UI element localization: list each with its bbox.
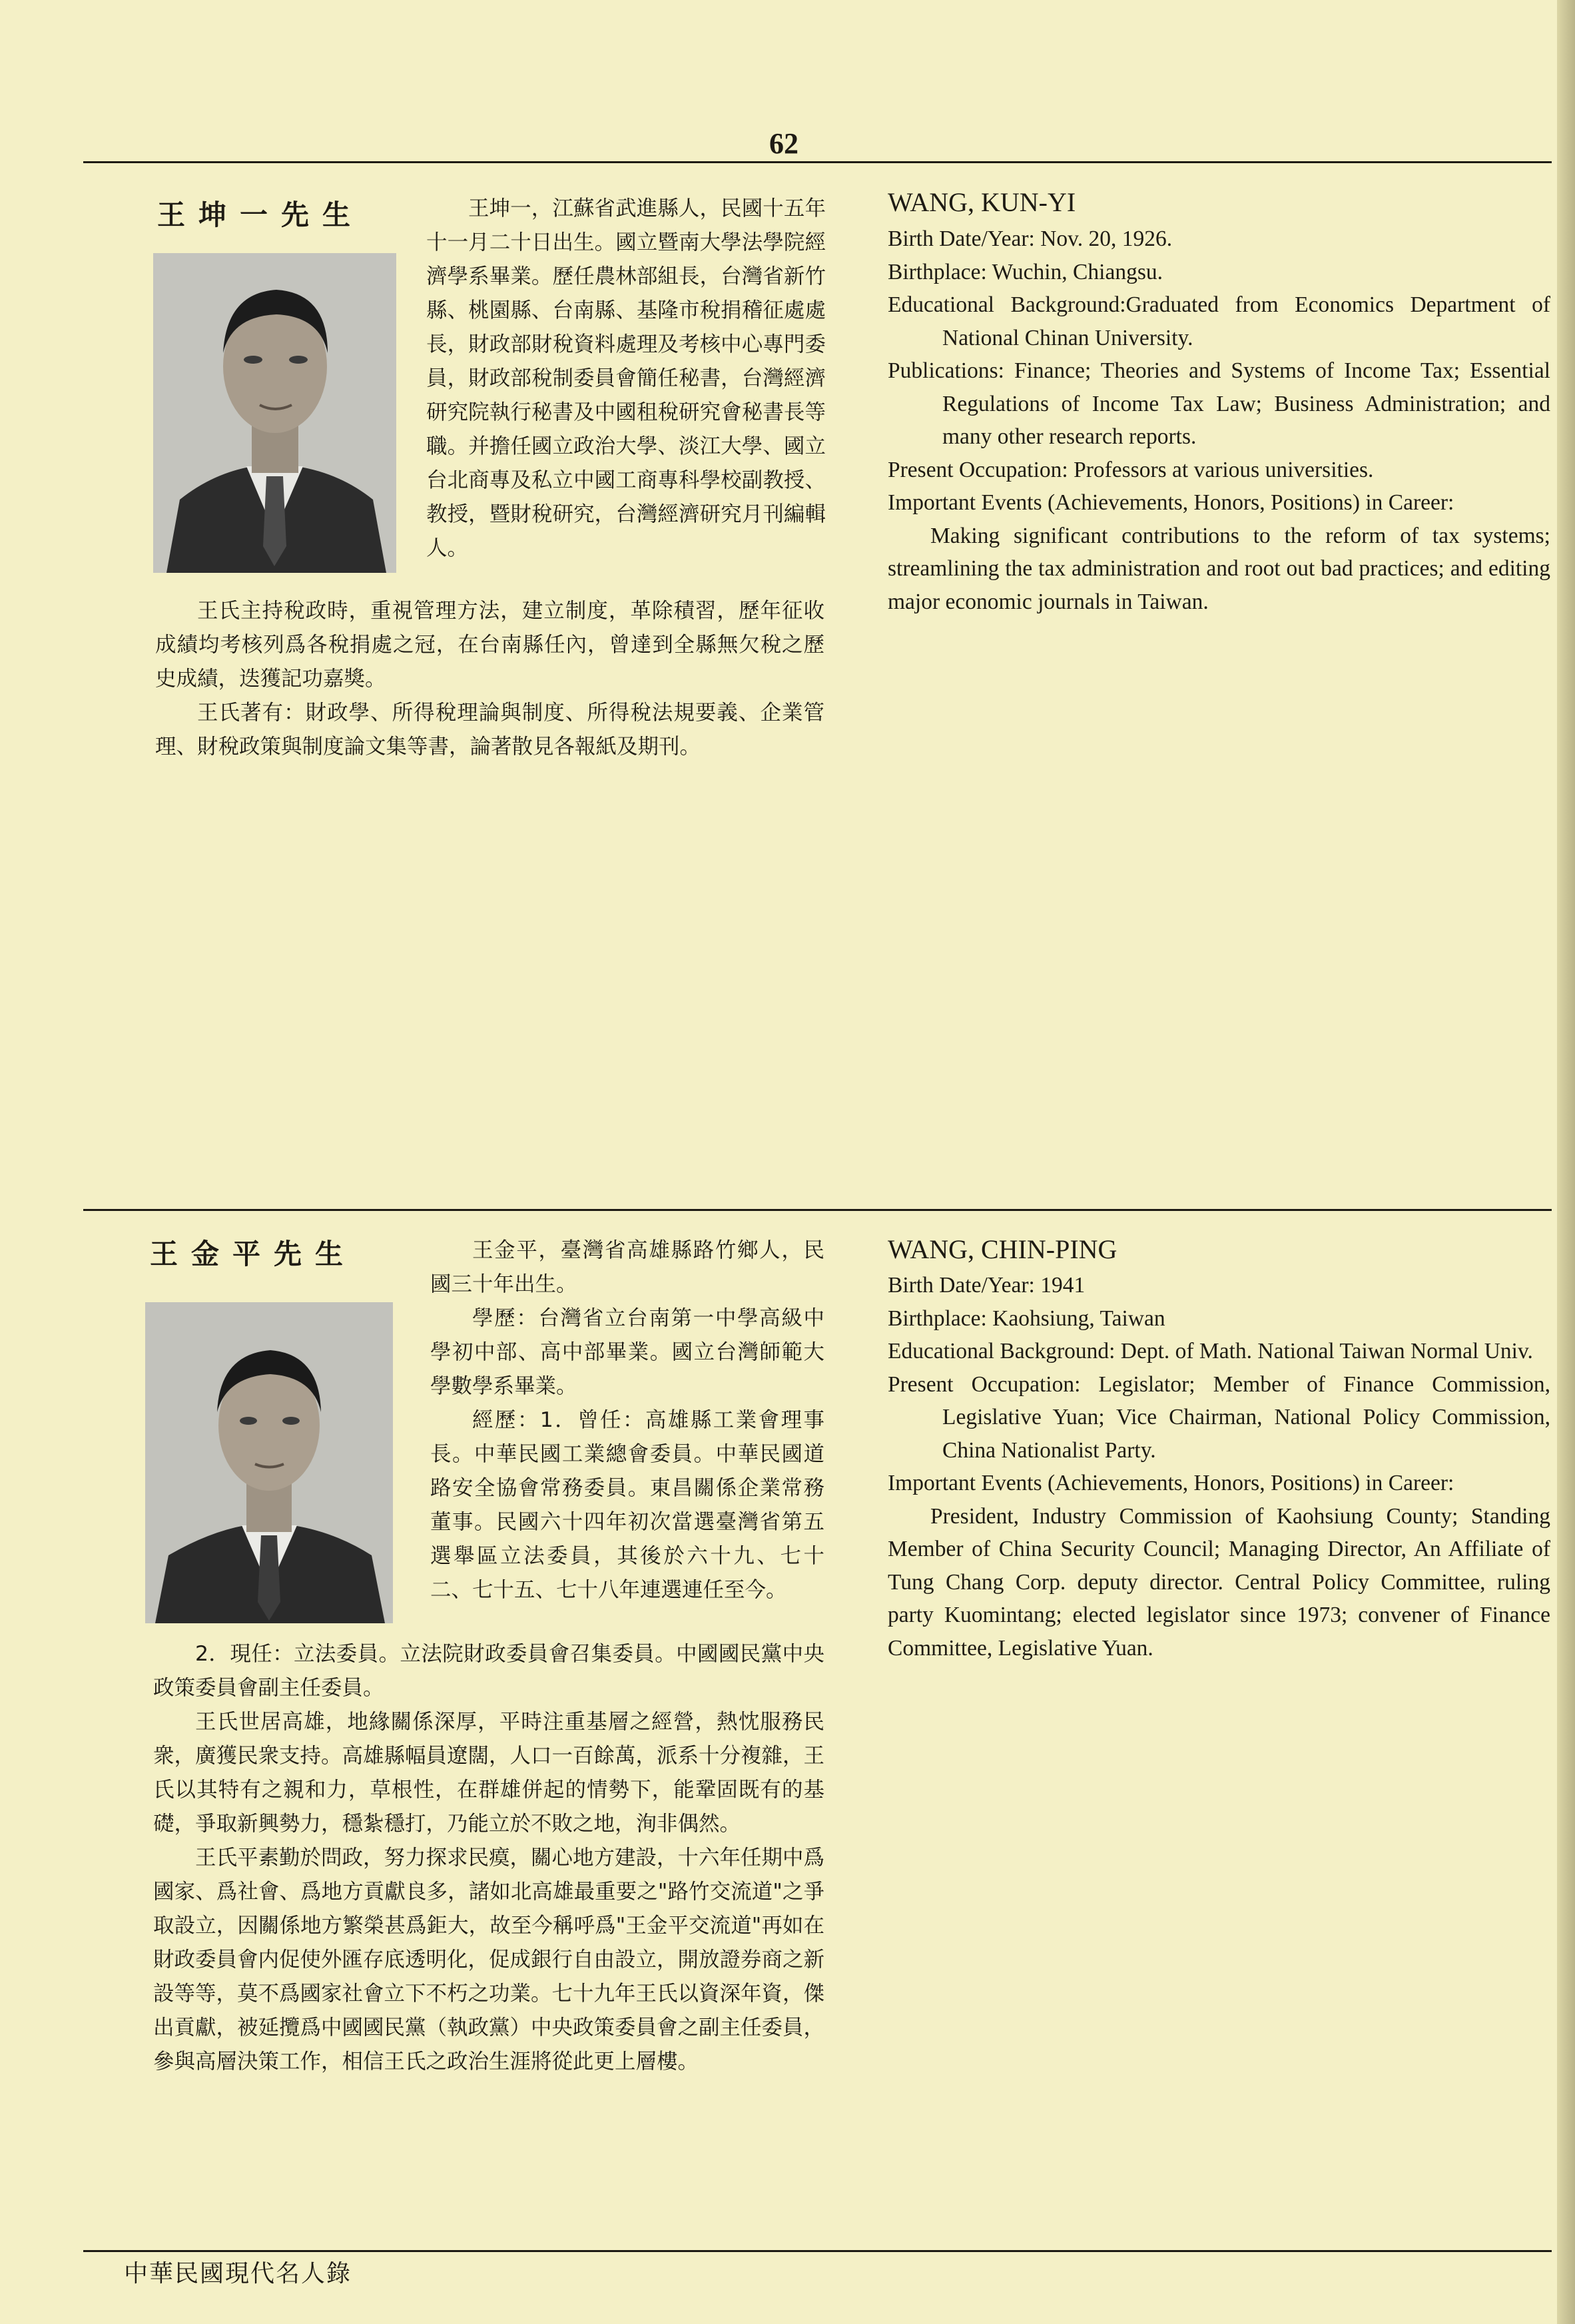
page-edge-shadow [1557, 0, 1575, 2324]
portrait-photo [153, 253, 396, 573]
bio-cn-paragraphs: 2．現任：立法委員。立法院財政委員會召集委員。中國國民黨中央政策委員會副主任委員。 王氏世居高雄，地緣關係深厚，平時注重基層之經營，熱忱服務民衆，廣獲民衆支持。高雄縣幅員遼闊，人口一百餘萬，派系十分複雜，王氏以其特有之親和力，草根性，在群雄併起的情勢下，能鞏固既有的基礎，爭取新興勢力，穩紮穩打，乃能立於不敗之地，洵非偶然。 王氏平素勤於問政，努力探求民瘼，關心地方建設，十六年任期中爲國家、爲社會、爲地方貢獻良多，諸如北高雄最重要之"路竹交流道"之爭取設立，因關係地方繁榮甚爲鉅大，故至今稱呼爲"王金平交流道"再如在財政委員會内促使外匯存底透明化，促成銀行自由設立，開放證券商之新設等等，莫不爲國家社會立下不朽之功業。七十九年王氏以資深年資，傑出貢獻，被延攬爲中國國民黨（執政黨）中央政策委員會之副主任委員，參與高層決策工作，相信王氏之政治生涯將從此更上層樓。 [153, 1642, 825, 2074]
entry-name-cn: 王坤一先生 [157, 198, 364, 231]
portrait-photo [145, 1302, 393, 1623]
footer-book-title: 中華民國現代名人錄 [124, 2260, 352, 2287]
section-divider [83, 1209, 1552, 1211]
bio-en: Birth Date/Year: Nov. 20, 1926. Birthplace: Wuchin, Chiangsu. Educational Background:Graduated from Economics Department of National Chinan University. Publications: Finance; Theories and Systems of Income Tax; Essential Regulations of Income Tax Law; Business Administration; and many other research reports. Present Occupation: Professors at various universities. Important Events (Achievements, Honors, Positions) in Career: Making significant contributions to the reform of tax systems; streamlining the tax administration and root out bad practices; and editing major economic journals in Taiwan. [888, 226, 1550, 614]
page-number: 62 [769, 127, 798, 160]
bio-cn-paragraphs: 王氏主持稅政時，重視管理方法，建立制度，革除積習，歷年征收成績均考核列爲各稅捐處之冠，在台南縣任內，曾達到全縣無欠稅之歷史成績，迭獲記功嘉獎。 王氏著有：財政學、所得稅理論與制度、所得稅法規要義、企業管理、財稅政策與制度論文集等書，論著散見各報紙及期刊。 [155, 599, 824, 759]
entry-name-en: WANG, CHIN-PING [888, 1234, 1117, 1264]
bio-cn-paragraph-1: 王坤一，江蘇省武進縣人，民國十五年十一月二十日出生。國立暨南大學法學院經濟學系畢業。歷任農林部組長，台灣省新竹縣、桃園縣、台南縣、基隆市稅捐稽征處處長，財政部財稅資料處理及考核中心專門委員，財政部稅制委員會簡任秘書，台灣經濟研究院執行秘書及中國租稅研究會秘書長等職。并擔任國立政治大學、淡江大學、國立台北商專及私立中國工商專科學校副教授、教授，暨財稅研究，台灣經濟研究月刊編輯人。 [426, 196, 826, 560]
entry-name-cn: 王金平先生 [150, 1238, 357, 1270]
header-rule [83, 161, 1552, 163]
entry-name-en: WANG, KUN-YI [888, 187, 1076, 217]
bio-en: Birth Date/Year: 1941 Birthplace: Kaohsiung, Taiwan Educational Background: Dept. of Math. National Taiwan Normal Univ. Present Occupation: Legislator; Member of Finance Commission, Legislative Yuan; Vice Chairman, National Policy Commission, China Nationalist Party. Important Events (Achievements, Honors, Positions) in Career: President, Industry Commission of Kaohsiung County; Standing Member of China Security Council; Managing Director, An Affiliate of Tung Chang Corp. deputy director. Central Policy Committee, ruling party Kuomintang; elected legislator since 1973; convener of Finance Committee, Legislative Yuan. [888, 1273, 1550, 1661]
footer-rule [83, 2250, 1552, 2252]
bio-cn-paragraph-1: 王金平，臺灣省高雄縣路竹鄉人，民國三十年出生。 學歷：台灣省立台南第一中學高級中學初中部、高中部畢業。國立台灣師範大學數學系畢業。 經歷：1．曾任：高雄縣工業會理事長。中華民國工業總會委員。中華民國道路安全協會常務委員。東昌關係企業常務董事。民國六十四年初次當選臺灣省第五選舉區立法委員，其後於六十九、七十二、七十五、七十八年連選連任至今。 [430, 1238, 824, 1602]
